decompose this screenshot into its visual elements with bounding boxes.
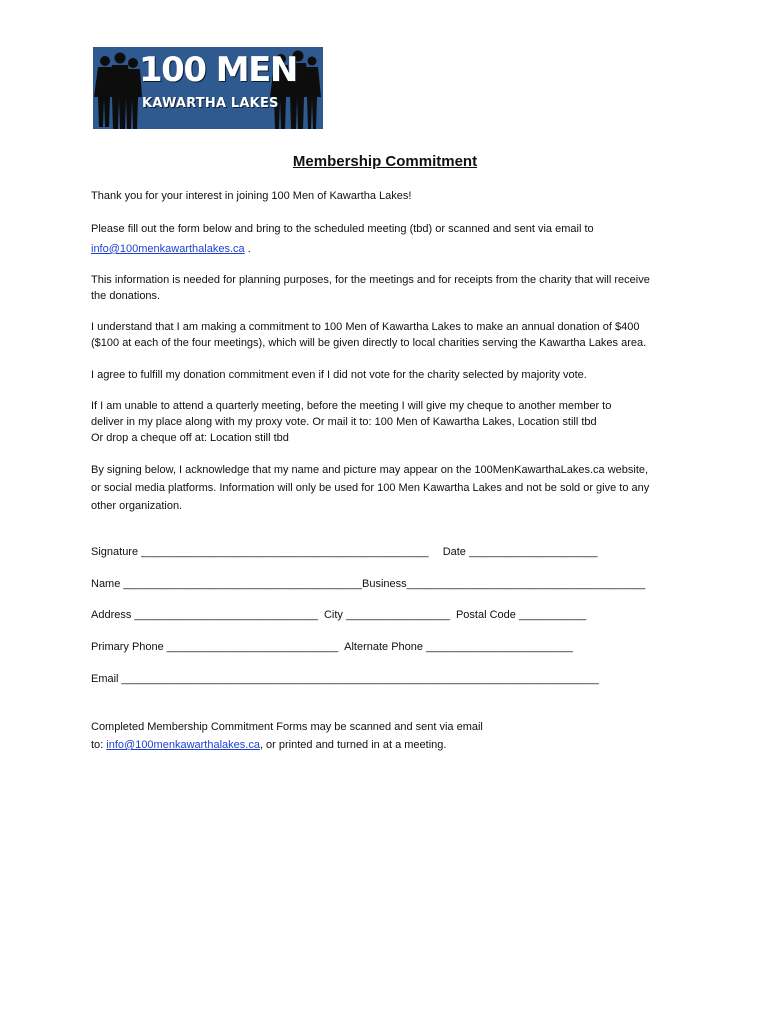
footer-email-link[interactable]: info@100menkawarthalakes.ca [106,739,260,751]
email-row [91,671,599,687]
intro-paragraph [91,188,411,204]
instructions-paragraph [91,221,594,257]
email-field[interactable]: Email ______________________________________________________________________________ [91,673,599,685]
date-field[interactable]: Date _____________________ [442,546,598,558]
city-field[interactable]: City _________________ [323,609,450,621]
signing-paragraph [91,461,649,515]
address-row [91,607,586,623]
unable-text-line3: Or drop a cheque off at: Location still tbd [91,432,289,444]
unable-paragraph [91,398,611,446]
agree-text: I agree to fulfill my donation commitment even if I did not vote for the charity selected by majority vote. [91,369,587,381]
purpose-text-line1: This information is needed for planning purposes, for the meetings and for receipts from the charity that will receive [91,274,650,286]
primary-phone-field[interactable]: Primary Phone ____________________________ [91,641,339,653]
address-field[interactable]: Address ______________________________ [91,609,318,621]
phone-row [91,639,573,655]
commitment-text-line2: ($100 at each of the four meetings), which will be given directly to local charities serving the Kawartha Lakes area. [91,337,647,349]
info-email-link[interactable]: info@100menkawarthalakes.ca [91,243,245,255]
logo-title: 100 MEN [139,50,297,90]
unable-text-line1: If I am unable to attend a quarterly meeting, before the meeting I will give my cheque to another member to [91,400,612,412]
alternate-phone-field[interactable]: Alternate Phone ________________________ [344,641,573,653]
organization-logo [93,47,323,129]
commitment-paragraph [91,319,646,351]
signature-field[interactable]: Signature _______________________________________________ [91,546,429,558]
purpose-paragraph [91,272,650,304]
signature-row [91,544,597,560]
logo-subtitle: KAWARTHA LAKES [142,96,279,111]
footer-text-line1: Completed Membership Commitment Forms may be scanned and sent via email [91,721,483,733]
agree-paragraph [91,367,587,383]
unable-text-line2: deliver in my place along with my proxy vote. Or mail it to: 100 Men of Kawartha Lakes, Location still tbd [91,416,597,428]
signing-text-line1: By signing below, I acknowledge that my name and picture may appear on the 100MenKawarthaLakes.ca website, [91,464,649,476]
footer-prefix-text: to: [91,739,107,751]
postal-code-field[interactable]: Postal Code ___________ [455,609,587,621]
signing-text-line3: other organization. [91,500,183,512]
purpose-text-line2: the donations. [91,290,161,302]
intro-text: Thank you for your interest in joining 100 Men of Kawartha Lakes! [91,190,412,202]
page-title: Membership Commitment [292,153,478,170]
name-row [91,576,645,592]
signing-text-line2: or social media platforms. Information will only be used for 100 Men Kawartha Lakes and not be sold or give to any [91,482,650,494]
instructions-end-text: . [244,243,251,255]
footer-suffix-text: , or printed and turned in at a meeting. [259,739,447,751]
commitment-text-line1: I understand that I am making a commitment to 100 Men of Kawartha Lakes to make an annual donation of $400 [91,321,640,333]
name-business-field[interactable]: Name _______________________________________Business_______________________________________ [91,578,646,590]
instructions-text: Please fill out the form below and bring to the scheduled meeting (tbd) or scanned and sent via email to [91,223,594,235]
footer-paragraph [91,718,483,754]
